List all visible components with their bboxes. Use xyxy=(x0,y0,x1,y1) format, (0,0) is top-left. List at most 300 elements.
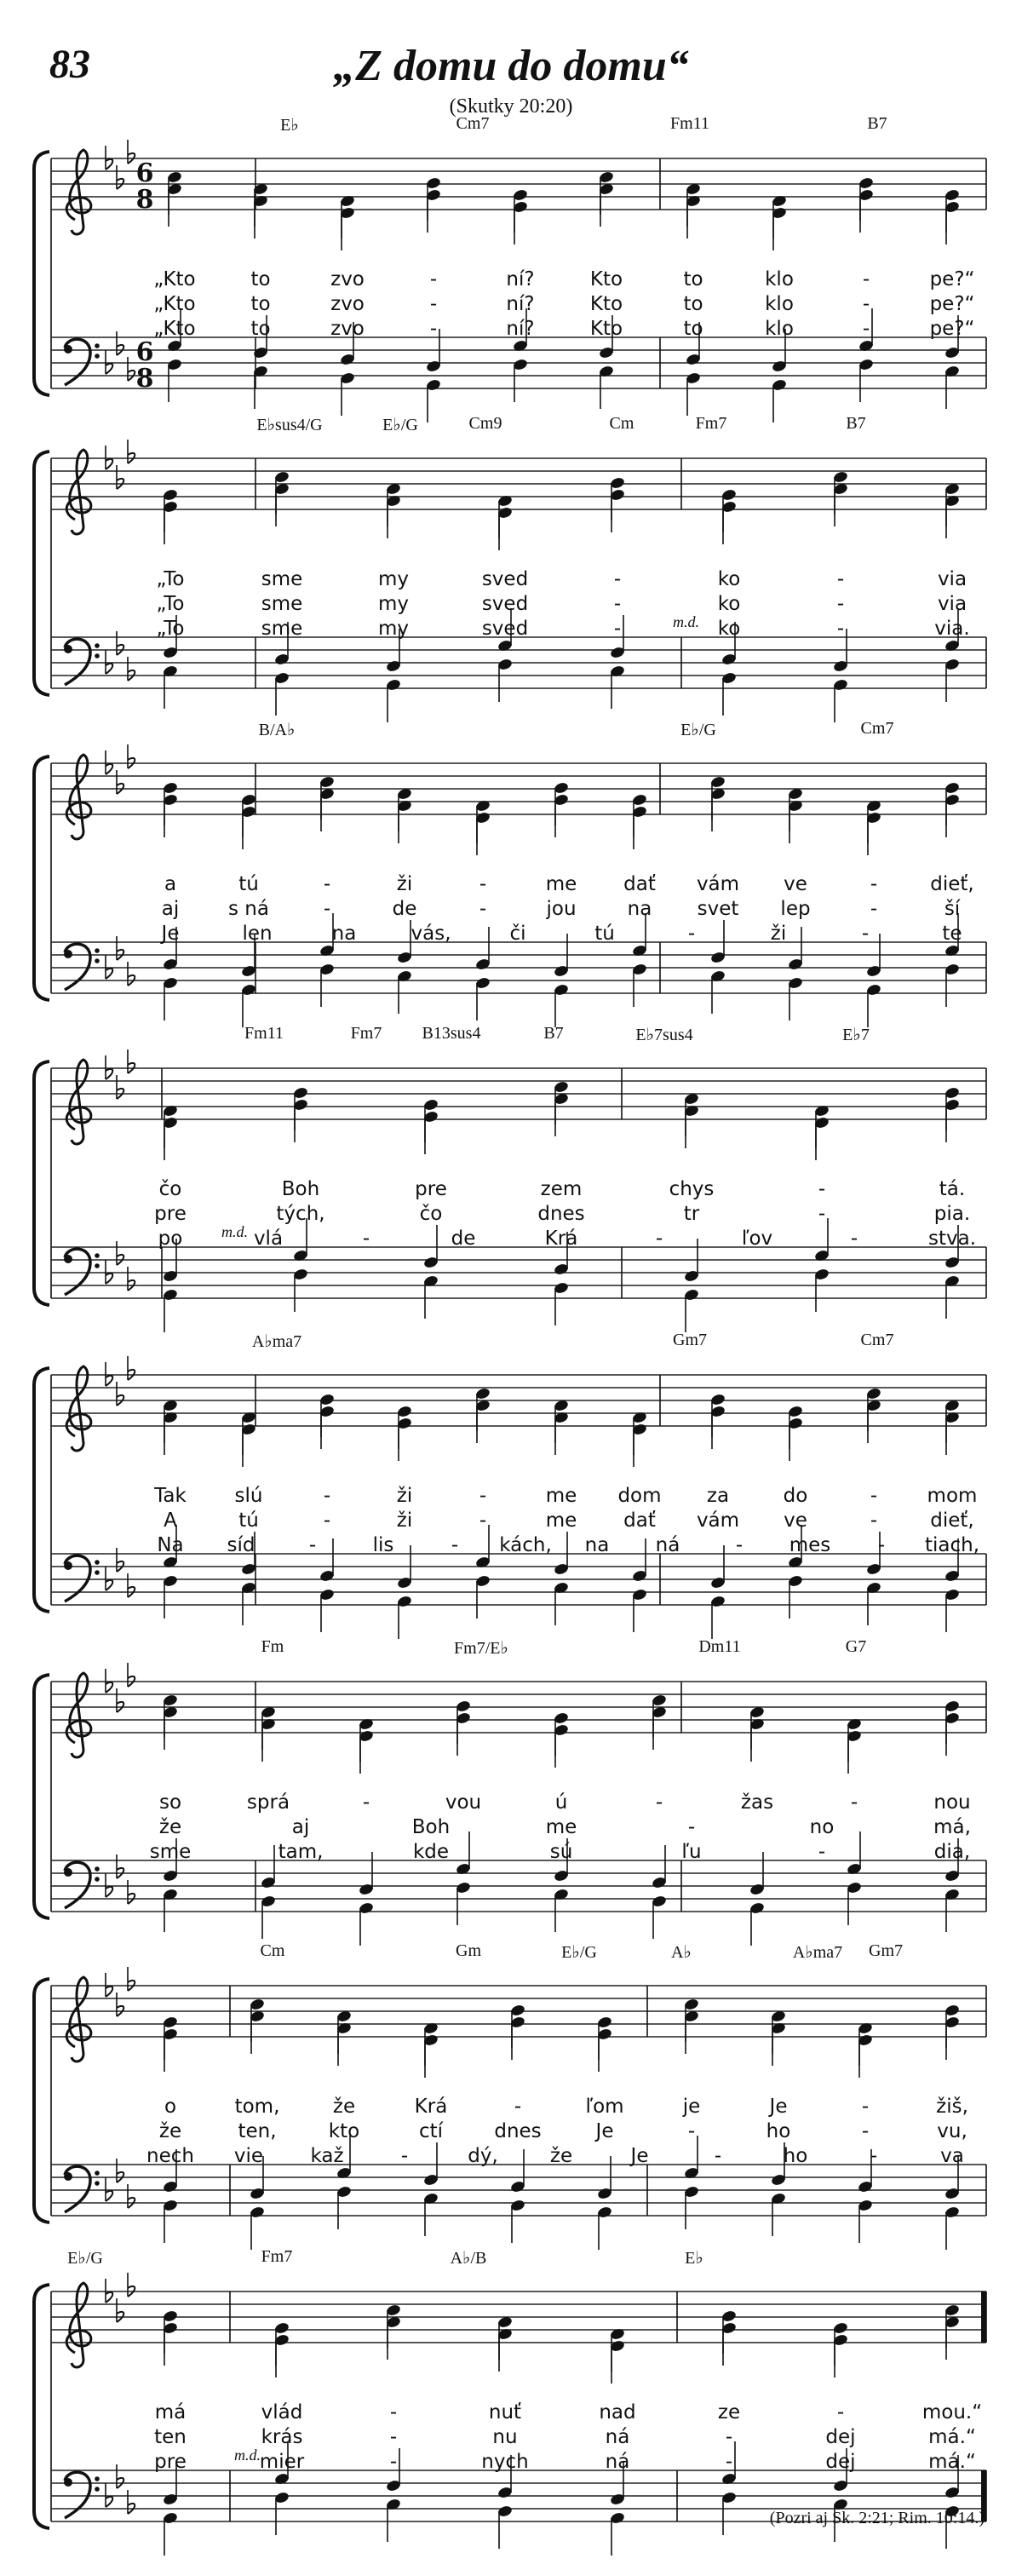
lyric-syllable: - xyxy=(479,1485,487,1507)
lyric-syllable: - xyxy=(725,2426,733,2448)
treble-staff xyxy=(51,1375,986,1426)
lyric-syllable: - xyxy=(862,293,870,315)
bass-note xyxy=(632,963,648,1007)
lyric-syllable: „Kto xyxy=(153,318,196,340)
bass-note xyxy=(340,371,356,416)
score-system xyxy=(0,1024,1022,1353)
bass-note xyxy=(241,1581,257,1625)
lyric-syllable: ho xyxy=(766,2120,791,2142)
key-signature-flats xyxy=(106,1663,135,1712)
bass-note xyxy=(554,1281,570,1325)
lyric-syllable: „Kto xyxy=(153,268,196,290)
lyric-verse-3 xyxy=(0,618,1022,643)
chord-symbol: E♭ xyxy=(685,2249,703,2268)
bass-note xyxy=(684,1288,700,1332)
lyric-syllable: kách, xyxy=(499,1534,552,1556)
bass-note xyxy=(554,983,570,1027)
lyric-syllable: ná xyxy=(605,2426,630,2448)
lyric-verse-1 xyxy=(0,2401,1022,2427)
lyric-syllable: - xyxy=(613,618,622,640)
lyric-syllable: nech xyxy=(146,2145,194,2167)
bass-note xyxy=(710,1595,726,1639)
lyric-syllable: tú xyxy=(238,873,259,895)
lyric-syllable: sú xyxy=(549,1841,573,1863)
svg-text:6: 6 xyxy=(135,158,154,188)
lyric-syllable: - xyxy=(308,1534,317,1556)
lyric-syllable: - xyxy=(836,593,845,615)
chord-symbol: B7 xyxy=(867,114,887,133)
lyric-syllable: to xyxy=(250,293,271,315)
bass-note xyxy=(944,1588,961,1632)
lyric-syllable: slú xyxy=(234,1485,263,1507)
lyric-syllable: po xyxy=(158,1228,183,1250)
score-system xyxy=(0,719,1022,1048)
lyric-syllable: my xyxy=(377,618,410,640)
lyric-syllable: vám xyxy=(696,1509,740,1532)
lyric-syllable: Je xyxy=(595,2120,614,2142)
lyric-syllable: mom xyxy=(927,1485,978,1507)
bass-note xyxy=(684,2185,700,2229)
bass-note xyxy=(497,2504,514,2549)
bass-clef-icon xyxy=(64,1862,100,1908)
lyric-syllable: zvo xyxy=(330,293,365,315)
lyric-syllable: ší xyxy=(944,898,961,920)
lyric-syllable: ľu xyxy=(681,1841,702,1863)
bass-note xyxy=(597,2205,613,2250)
lyric-syllable: ní? xyxy=(506,318,535,340)
lyric-syllable: Kto xyxy=(589,268,623,290)
lyric-syllable: vás, xyxy=(411,923,451,945)
treble-clef-icon xyxy=(66,1977,91,2061)
chord-symbol: G7 xyxy=(845,1637,867,1656)
bass-clef-icon xyxy=(64,1249,100,1295)
lyric-syllable: zvo xyxy=(330,318,365,340)
bass-note xyxy=(833,678,849,722)
lyric-syllable: dia, xyxy=(933,1841,971,1863)
bass-note xyxy=(721,2491,738,2535)
bass-note xyxy=(686,371,702,416)
chord-symbol: B7 xyxy=(846,414,866,433)
bass-note xyxy=(163,1288,179,1332)
lyric-syllable: lep xyxy=(780,898,811,920)
bass-clef-icon xyxy=(64,2472,100,2518)
lyric-syllable: ho xyxy=(783,2145,808,2167)
chord-symbol: Gm7 xyxy=(869,1941,903,1960)
lyric-syllable: má, xyxy=(933,1816,971,1838)
lyric-syllable: má.“ xyxy=(928,2426,976,2448)
chord-symbol: Dm11 xyxy=(698,1637,741,1656)
song-subtitle: (Skutky 20:20) xyxy=(449,95,573,118)
lyric-syllable: je xyxy=(682,2096,701,2118)
bass-note xyxy=(554,1581,570,1625)
lyric-syllable: - xyxy=(735,1534,744,1556)
lyric-syllable: sme xyxy=(261,593,303,615)
bass-note xyxy=(163,976,179,1021)
lyric-syllable: - xyxy=(714,2145,722,2167)
lyric-syllable: - xyxy=(389,2451,398,2473)
lyric-syllable: nu xyxy=(492,2426,518,2448)
lyric-syllable: - xyxy=(514,2096,522,2118)
song-number: 83 xyxy=(49,42,90,87)
key-signature-flats xyxy=(106,2273,135,2322)
bass-note xyxy=(163,664,179,709)
lyric-syllable: - xyxy=(861,2120,870,2142)
lyric-syllable: vu, xyxy=(937,2120,967,2142)
bass-note xyxy=(866,983,882,1027)
chord-symbol: Gm xyxy=(456,1941,481,1960)
lyric-syllable: pia. xyxy=(933,1203,971,1225)
lyric-syllable: - xyxy=(836,2401,845,2424)
lyric-syllable: - xyxy=(818,1178,826,1200)
lyric-syllable: stva. xyxy=(927,1228,977,1250)
lyric-verse-2 xyxy=(0,1203,1022,1228)
lyric-syllable: krás xyxy=(261,2426,303,2448)
bass-note xyxy=(632,1588,648,1632)
lyric-syllable: ná xyxy=(605,2451,630,2473)
bass-note xyxy=(814,1268,830,1312)
lyric-syllable: čo xyxy=(158,1178,182,1200)
lyric-syllable: ko xyxy=(717,618,741,640)
lyric-syllable: ní? xyxy=(506,268,535,290)
bass-note xyxy=(336,2185,353,2229)
lyric-syllable: to xyxy=(683,268,703,290)
bass-clef-icon xyxy=(64,639,100,685)
chord-symbol: Gm7 xyxy=(673,1331,707,1349)
chord-symbol: B/A♭ xyxy=(258,721,296,739)
lyric-syllable: to xyxy=(683,293,703,315)
lyric-syllable: - xyxy=(479,898,487,920)
lyric-syllable: na xyxy=(331,923,357,945)
bass-staff xyxy=(51,1860,986,1912)
lyric-syllable: vie xyxy=(233,2145,264,2167)
lyric-syllable: ľov xyxy=(741,1228,773,1250)
treble-staff xyxy=(51,1682,986,1733)
bass-note xyxy=(386,2498,402,2542)
svg-text:8: 8 xyxy=(135,364,154,394)
lyric-syllable: - xyxy=(655,1228,663,1250)
lyric-syllable: - xyxy=(451,1534,459,1556)
treble-clef-icon xyxy=(66,1366,91,1451)
lyric-syllable: - xyxy=(655,1791,663,1814)
lyric-syllable: ú xyxy=(554,1791,568,1814)
md-marking: m.d. xyxy=(673,613,699,630)
bass-note xyxy=(788,976,804,1021)
lyric-syllable: kde xyxy=(412,1841,450,1863)
lyric-syllable: nou xyxy=(933,1791,971,1814)
lyric-syllable: - xyxy=(323,1485,331,1507)
lyric-syllable: klo xyxy=(765,318,794,340)
bass-note xyxy=(250,2205,266,2250)
lyric-syllable: to xyxy=(250,318,271,340)
chord-symbol: Cm xyxy=(609,414,634,433)
lyric-syllable: na xyxy=(627,898,652,920)
lyric-syllable: sved xyxy=(481,568,529,590)
key-signature-flats xyxy=(106,1049,135,1099)
final-barline xyxy=(981,2291,986,2343)
lyric-syllable: - xyxy=(862,318,870,340)
lyric-syllable: de xyxy=(392,898,417,920)
lyric-verse-1 xyxy=(0,568,1022,594)
lyric-syllable: via xyxy=(937,593,967,615)
bass-note xyxy=(319,963,336,1007)
lyric-syllable: dý, xyxy=(468,2145,498,2167)
lyric-syllable: za xyxy=(706,1485,730,1507)
lyric-syllable: te xyxy=(942,923,962,945)
lyric-verse-2 xyxy=(0,898,1022,923)
lyric-syllable: - xyxy=(362,1228,370,1250)
lyric-syllable: - xyxy=(389,2426,398,2448)
chord-symbol: E♭ xyxy=(280,116,299,135)
lyric-syllable: vám xyxy=(696,873,740,895)
lyric-syllable: nuť xyxy=(488,2401,522,2424)
chord-symbol: E♭/G xyxy=(680,721,716,739)
bass-note xyxy=(610,2511,626,2556)
lyric-syllable: Na xyxy=(157,1534,184,1556)
bass-note xyxy=(554,1888,570,1932)
lyric-syllable: dej xyxy=(825,2426,856,2448)
lyric-syllable: ko xyxy=(717,568,741,590)
lyric-syllable: sved xyxy=(481,618,529,640)
bass-note xyxy=(397,969,413,1014)
lyric-syllable: či xyxy=(509,923,526,945)
bass-note xyxy=(163,1888,179,1932)
treble-time-signature xyxy=(136,158,154,215)
key-signature-flats xyxy=(106,140,135,189)
key-signature-flats xyxy=(106,440,135,489)
chord-symbol: Fm xyxy=(261,1637,284,1656)
lyric-syllable: no xyxy=(809,1816,835,1838)
md-marking: m.d. xyxy=(234,2447,261,2464)
lyric-syllable: - xyxy=(861,2096,870,2118)
lyric-syllable: dom xyxy=(617,1485,662,1507)
lyric-syllable: že xyxy=(158,1816,182,1838)
lyric-syllable: me xyxy=(545,873,577,895)
lyric-syllable: Je xyxy=(630,2145,649,2167)
svg-text:8: 8 xyxy=(135,185,154,215)
lyric-syllable: ní? xyxy=(506,293,535,315)
svg-text:6: 6 xyxy=(135,337,154,367)
bass-note xyxy=(652,1895,668,1939)
lyric-syllable: va xyxy=(940,2145,964,2167)
lyric-syllable: ko xyxy=(717,593,741,615)
lyric-syllable: sprá xyxy=(246,1791,290,1814)
lyric-syllable: Boh xyxy=(281,1178,320,1200)
bass-note xyxy=(261,1895,277,1939)
lyric-syllable: ži xyxy=(396,873,413,895)
lyric-syllable: tr xyxy=(683,1203,700,1225)
bass-note xyxy=(944,1888,961,1932)
lyric-syllable: - xyxy=(870,873,878,895)
bass-note xyxy=(847,1881,863,1925)
lyric-syllable: ná xyxy=(655,1534,680,1556)
lyric-syllable: svet xyxy=(697,898,739,920)
lyric-verse-3 xyxy=(0,1534,1022,1560)
bass-clef-icon xyxy=(64,2166,100,2212)
lyric-verse-3 xyxy=(0,923,1022,948)
lyric-syllable: ve xyxy=(784,873,807,895)
lyric-verse-2 xyxy=(0,1816,1022,1842)
bass-note xyxy=(456,1881,472,1925)
lyric-syllable: vou xyxy=(445,1791,482,1814)
bass-note xyxy=(772,378,788,423)
lyric-syllable: sved xyxy=(481,593,529,615)
bass-note xyxy=(274,671,290,716)
lyric-syllable: - xyxy=(870,2145,878,2167)
score-system xyxy=(0,1941,1022,2270)
lyric-syllable: mes xyxy=(789,1534,831,1556)
bass-note xyxy=(721,671,738,716)
bass-note xyxy=(944,2205,961,2250)
lyric-verse-2 xyxy=(0,293,1022,319)
lyric-syllable: Krá xyxy=(414,2096,448,2118)
lyric-syllable: kto xyxy=(328,2120,360,2142)
lyric-syllable: že xyxy=(332,2096,356,2118)
lyric-syllable: žiš, xyxy=(936,2096,968,2118)
lyric-syllable: sme xyxy=(261,618,303,640)
lyric-syllable: pre xyxy=(154,1203,187,1225)
bass-note xyxy=(163,2199,179,2243)
lyric-syllable: chys xyxy=(669,1178,715,1200)
lyric-syllable: klo xyxy=(765,268,794,290)
bass-note xyxy=(319,1588,336,1632)
lyric-syllable: tú xyxy=(238,1509,259,1532)
md-marking: m.d. xyxy=(221,1223,248,1240)
lyric-syllable: žas xyxy=(740,1791,774,1814)
lyric-syllable: - xyxy=(818,1841,826,1863)
lyric-syllable: - xyxy=(870,898,878,920)
lyric-syllable: tých, xyxy=(276,1203,325,1225)
lyric-syllable: zem xyxy=(540,1178,583,1200)
bass-note xyxy=(944,365,961,409)
lyric-syllable: len xyxy=(242,923,273,945)
lyric-syllable: a xyxy=(164,873,177,895)
chord-symbol: E♭/G xyxy=(382,416,418,434)
lyric-syllable: do xyxy=(783,1485,808,1507)
lyric-syllable: dať xyxy=(623,1509,656,1532)
lyric-syllable: - xyxy=(870,1485,878,1507)
lyric-syllable: aj xyxy=(291,1816,310,1838)
lyric-verse-2 xyxy=(0,593,1022,618)
score-system xyxy=(0,1637,1022,1966)
chord-symbol: E♭7sus4 xyxy=(635,1026,693,1044)
bass-note xyxy=(359,1901,375,1946)
lyric-syllable: dej xyxy=(825,2451,856,2473)
chord-symbol: Fm7 xyxy=(350,1024,382,1043)
lyric-syllable: - xyxy=(479,1509,487,1532)
bass-note xyxy=(610,664,626,709)
lyric-verse-2 xyxy=(0,2426,1022,2452)
lyric-syllable: síd xyxy=(227,1534,256,1556)
lyric-syllable: - xyxy=(429,318,438,340)
lyric-syllable: - xyxy=(429,293,438,315)
bass-note xyxy=(274,2491,290,2535)
bass-note xyxy=(241,983,257,1027)
treble-staff xyxy=(51,158,986,210)
lyric-syllable: dnes xyxy=(494,2120,542,2142)
lyric-syllable: sme xyxy=(149,1841,192,1863)
score-system xyxy=(0,2247,1022,2576)
bass-note xyxy=(386,678,402,722)
chord-symbol: B7 xyxy=(543,1024,564,1043)
treble-staff xyxy=(51,2291,986,2343)
lyric-verse-3 xyxy=(0,1228,1022,1253)
lyric-verse-1 xyxy=(0,1178,1022,1204)
treble-clef-icon xyxy=(66,150,91,234)
treble-staff xyxy=(51,1068,986,1119)
bass-staff xyxy=(51,1247,986,1298)
lyric-syllable: nad xyxy=(599,2401,636,2424)
lyric-syllable: - xyxy=(836,568,845,590)
bass-note xyxy=(475,976,491,1021)
lyric-syllable: Boh xyxy=(411,1816,451,1838)
bass-note xyxy=(423,1274,439,1319)
song-title: „Z domu do domu“ xyxy=(333,42,689,90)
bass-note xyxy=(426,378,442,423)
lyric-syllable: A xyxy=(164,1509,177,1532)
treble-staff xyxy=(51,458,986,509)
lyric-syllable: „To xyxy=(156,618,185,640)
lyric-syllable: Je xyxy=(769,2096,788,2118)
lyric-syllable: pe?“ xyxy=(929,268,975,290)
lyric-syllable: - xyxy=(818,1203,826,1225)
bass-note xyxy=(510,2199,526,2243)
lyric-syllable: Je xyxy=(161,923,180,945)
lyric-syllable: že xyxy=(549,2145,573,2167)
bass-note xyxy=(858,2199,874,2243)
bass-clef-icon xyxy=(64,339,100,385)
lyric-syllable: - xyxy=(862,268,870,290)
lyric-syllable: my xyxy=(377,568,410,590)
chord-symbol: Fm11 xyxy=(670,114,709,133)
chord-symbol: A♭/B xyxy=(450,2249,487,2268)
lyric-syllable: pe?“ xyxy=(929,318,975,340)
lyric-verse-1 xyxy=(0,2096,1022,2121)
lyric-syllable: tom, xyxy=(234,2096,280,2118)
lyric-syllable: „Kto xyxy=(153,293,196,315)
lyric-syllable: mou.“ xyxy=(922,2401,983,2424)
lyric-syllable: lis xyxy=(372,1534,394,1556)
bass-note xyxy=(788,1574,804,1619)
lyric-verse-1 xyxy=(0,268,1022,294)
bass-note xyxy=(293,1268,309,1312)
chord-symbol: A♭ xyxy=(671,1943,692,1962)
lyric-syllable: zvo xyxy=(330,268,365,290)
key-signature-flats xyxy=(106,1356,135,1406)
lyric-syllable: pre xyxy=(154,2451,187,2473)
chord-symbol: E♭sus4/G xyxy=(256,416,323,434)
lyric-syllable: - xyxy=(362,1791,370,1814)
chord-symbol: Cm7 xyxy=(456,114,490,133)
bass-staff xyxy=(51,942,986,993)
key-signature-flats xyxy=(106,745,135,794)
chord-symbol: Cm7 xyxy=(860,1331,894,1349)
bass-note xyxy=(866,1581,882,1625)
key-signature-flats xyxy=(106,1967,135,2016)
lyric-syllable: Kto xyxy=(589,293,623,315)
lyric-syllable: - xyxy=(389,2401,398,2424)
lyric-syllable: my xyxy=(377,593,410,615)
scripture-footnote: (Pozri aj Sk. 2:21; Rim. 10:14.) xyxy=(769,2509,985,2527)
chord-symbol: Cm9 xyxy=(468,414,502,433)
bass-note xyxy=(944,1274,961,1319)
lyric-verse-3 xyxy=(0,2145,1022,2171)
lyric-syllable: via. xyxy=(934,618,970,640)
lyric-syllable: me xyxy=(545,1485,577,1507)
lyric-syllable: - xyxy=(687,2120,696,2142)
lyric-syllable: Kto xyxy=(589,318,623,340)
treble-clef-icon xyxy=(66,450,91,534)
lyric-syllable: - xyxy=(850,1228,858,1250)
